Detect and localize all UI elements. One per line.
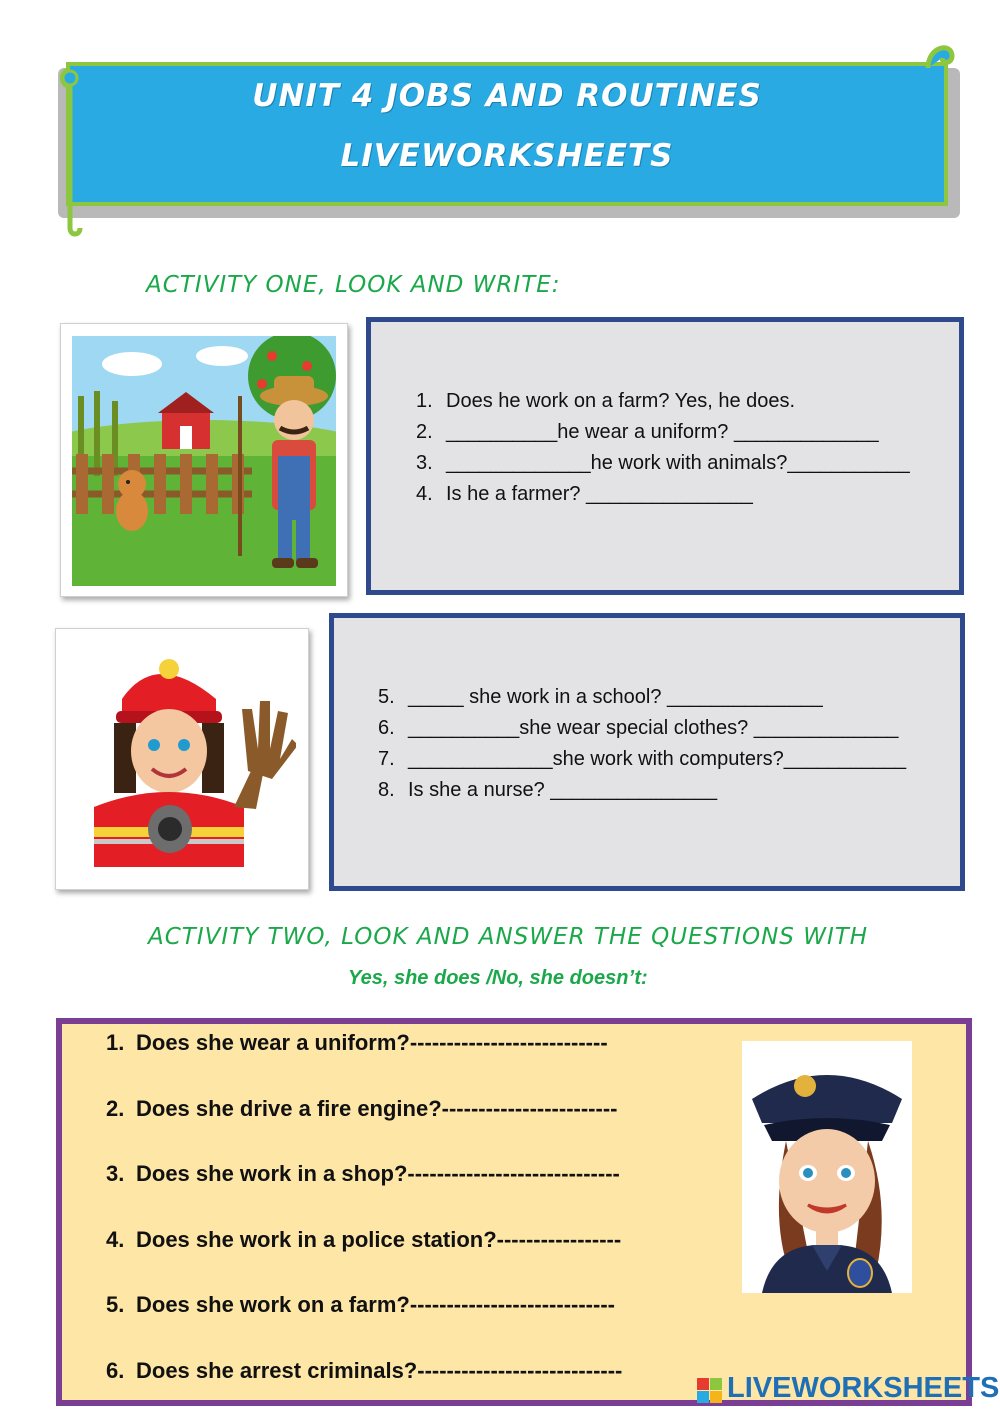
worksheet-subtitle: LIVEWORKSHEETS <box>66 138 948 174</box>
question-text[interactable]: Does she work in a police station?----------------- <box>136 1227 621 1252</box>
list-item[interactable] <box>106 1358 622 1423</box>
question-number: 4. <box>416 483 446 506</box>
question-text[interactable]: Does she wear a uniform?--------------------------- <box>136 1030 608 1055</box>
question-list-farmer <box>416 390 910 514</box>
list-item[interactable] <box>106 1030 622 1096</box>
liveworksheets-logo-text[interactable]: LIVEWORKSHEETS <box>727 1372 999 1405</box>
firefighter-picture-icon <box>66 639 296 879</box>
list-item[interactable] <box>378 779 906 810</box>
question-number: 2. <box>416 421 446 444</box>
question-text[interactable]: Does she work in a shop?----------------------------- <box>136 1161 620 1186</box>
scroll-curl-right-icon <box>922 36 958 76</box>
farmer-image-frame <box>60 323 348 597</box>
question-text[interactable]: Does she work on a farm?---------------------------- <box>136 1292 615 1317</box>
question-number: 1. <box>106 1030 136 1056</box>
question-number: 2. <box>106 1096 136 1122</box>
liveworksheets-logo-icon <box>697 1378 723 1404</box>
question-number: 6. <box>378 717 408 740</box>
question-text[interactable]: Is she a nurse? _______________ <box>408 779 717 801</box>
question-number: 3. <box>416 452 446 475</box>
question-text[interactable]: _____________he work with animals?___________ <box>446 452 910 474</box>
question-text[interactable]: Is he a farmer? _______________ <box>446 483 753 505</box>
list-item[interactable] <box>416 421 910 452</box>
question-number: 1. <box>416 390 446 413</box>
question-number: 8. <box>378 779 408 802</box>
question-text[interactable]: Does she drive a fire engine?------------------------ <box>136 1096 618 1121</box>
farmer-picture-icon <box>72 336 336 586</box>
list-item[interactable] <box>378 748 906 779</box>
list-item[interactable] <box>416 483 910 514</box>
question-text[interactable]: __________she wear special clothes? _____________ <box>408 717 898 739</box>
question-text: Does he work on a farm? Yes, he does. <box>446 390 795 412</box>
question-number: 5. <box>378 686 408 709</box>
question-number: 4. <box>106 1227 136 1253</box>
question-list-firefighter <box>378 686 906 810</box>
question-number: 7. <box>378 748 408 771</box>
question-text[interactable]: _____________she work with computers?___________ <box>408 748 906 770</box>
question-number: 6. <box>106 1358 136 1384</box>
question-text[interactable]: Does she arrest criminals?---------------------------- <box>136 1358 622 1383</box>
list-item[interactable] <box>106 1292 622 1358</box>
question-number: 5. <box>106 1292 136 1318</box>
activity-two-heading: ACTIVITY TWO, LOOK AND ANSWER THE QUESTIONS WITH <box>148 924 868 950</box>
question-number: 3. <box>106 1161 136 1187</box>
list-item[interactable] <box>378 686 906 717</box>
worksheet-title: UNIT 4 JOBS AND ROUTINES <box>66 78 948 114</box>
list-item[interactable] <box>106 1096 622 1162</box>
list-item[interactable] <box>106 1227 622 1293</box>
activity-one-heading: ACTIVITY ONE, LOOK AND WRITE: <box>146 272 561 298</box>
question-list-police <box>106 1030 622 1423</box>
question-text[interactable]: _____ she work in a school? ______________ <box>408 686 823 708</box>
activity-two-subheading: Yes, she does /No, she doesn’t: <box>348 967 648 990</box>
list-item[interactable] <box>416 452 910 483</box>
list-item[interactable] <box>106 1161 622 1227</box>
police-image-frame <box>742 1041 912 1293</box>
police-officer-picture-icon <box>742 1041 912 1293</box>
firefighter-image-frame <box>55 628 309 890</box>
question-text[interactable]: __________he wear a uniform? _____________ <box>446 421 879 443</box>
list-item[interactable] <box>378 717 906 748</box>
list-item <box>416 390 910 421</box>
